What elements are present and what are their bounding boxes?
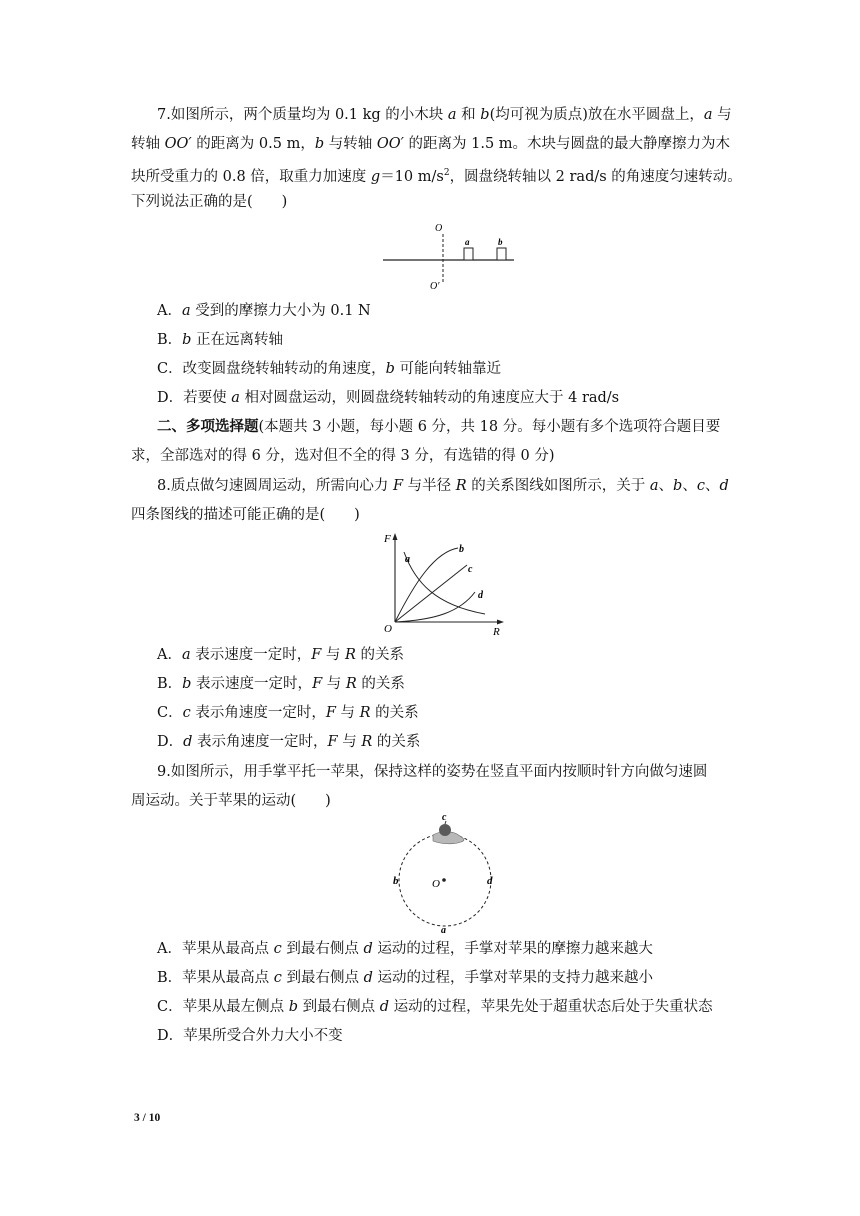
q8-fig-origin: O xyxy=(384,623,392,635)
q9-fig-label-a: a xyxy=(441,925,446,934)
hand-apple-icon xyxy=(433,821,464,844)
q7-line-1: 7.如图所示，两个质量均为 0.1 kg 的小木块 a 和 b(均可视为质点)放在水平圆盘上，a 与 xyxy=(157,107,732,123)
q7-line-4: 下列说法正确的是( ) xyxy=(131,194,288,210)
q8-fig-label-b: b xyxy=(459,544,464,555)
q8-line-1: 8.质点做匀速圆周运动，所需向心力 F 与半径 R 的关系图线如图所示，关于 a、b、c、d xyxy=(157,478,729,494)
q8-line-2: 四条图线的描述可能正确的是( ) xyxy=(131,507,360,523)
q8-option-d: D．d 表示角速度一定时，F 与 R 的关系 xyxy=(157,734,421,750)
section-note-line-2: 求，全部选对的得 6 分，选对但不全的得 3 分，有选错的得 0 分) xyxy=(131,448,555,464)
q7-option-d: D．若要使 a 相对圆盘运动，则圆盘绕转轴转动的角速度应大于 4 rad/s xyxy=(157,390,620,406)
q8-fig-label-d: d xyxy=(478,590,483,601)
q9-line-1: 9.如图所示，用手掌平托一苹果，保持这样的姿势在竖直平面内按顺时针方向做匀速圆 xyxy=(157,764,708,780)
section-title: 二、多项选择题 xyxy=(157,418,259,435)
q7-line-3: 块所受重力的 0.8 倍，取重力加速度 g＝10 $m/s^2$，圆盘绕转轴以 2 rad/s 的角速度匀速转动。 xyxy=(131,168,742,185)
q9-option-a: A．苹果从最高点 c 到最右侧点 d 运动的过程，手掌对苹果的摩擦力越来越大 xyxy=(157,941,653,957)
q9-option-b: B．苹果从最高点 c 到最右侧点 d 运动的过程，手掌对苹果的支持力越来越小 xyxy=(157,970,654,986)
q7-fig-label-b: b xyxy=(498,237,503,247)
q8-option-b: B．b 表示速度一定时，F 与 R 的关系 xyxy=(157,676,405,692)
q7-fig-label-O-prime: O′ xyxy=(430,281,440,292)
q9-fig-label-O: O xyxy=(432,878,440,890)
q7-option-b: B．b 正在远离转轴 xyxy=(157,332,284,348)
q8-fig-axis-R: R xyxy=(493,626,500,638)
page-number: 3 / 10 xyxy=(134,1112,161,1124)
q7-line-2: 转轴 OO′ 的距离为 0.5 m，b 与转轴 OO′ 的距离为 1.5 m。木块与圆盘的最大静摩擦力为木 xyxy=(131,136,731,152)
q7-option-c: C．改变圆盘绕转轴转动的角速度，b 可能向转轴靠近 xyxy=(157,361,501,377)
q8-figure xyxy=(375,530,515,642)
section-heading: 二、多项选择题(本题共 3 小题，每小题 6 分，共 18 分。每小题有多个选项符合题目要 xyxy=(157,418,721,435)
q9-figure xyxy=(385,814,515,934)
q8-option-a: A．a 表示速度一定时，F 与 R 的关系 xyxy=(157,647,405,663)
q9-fig-label-c: c xyxy=(442,814,447,823)
q9-fig-label-b: b xyxy=(393,875,399,887)
q7-figure xyxy=(380,218,520,296)
q7-fig-label-a: a xyxy=(465,237,470,247)
q9-fig-label-d: d xyxy=(487,875,493,887)
q9-option-c: C．苹果从最左侧点 b 到最右侧点 d 运动的过程，苹果先处于超重状态后处于失重状态 xyxy=(157,999,713,1015)
q9-line-2: 周运动。关于苹果的运动( ) xyxy=(131,793,331,809)
q8-fig-label-c: c xyxy=(468,564,473,575)
q8-fig-label-a: a xyxy=(405,554,410,565)
q7-fig-label-O: O xyxy=(435,223,443,234)
q8-option-c: C．c 表示角速度一定时，F 与 R 的关系 xyxy=(157,705,419,721)
q7-option-a: A．a 受到的摩擦力大小为 0.1 N xyxy=(157,303,371,319)
q8-fig-axis-F: F xyxy=(384,533,391,545)
q9-option-d: D．苹果所受合外力大小不变 xyxy=(157,1028,343,1044)
